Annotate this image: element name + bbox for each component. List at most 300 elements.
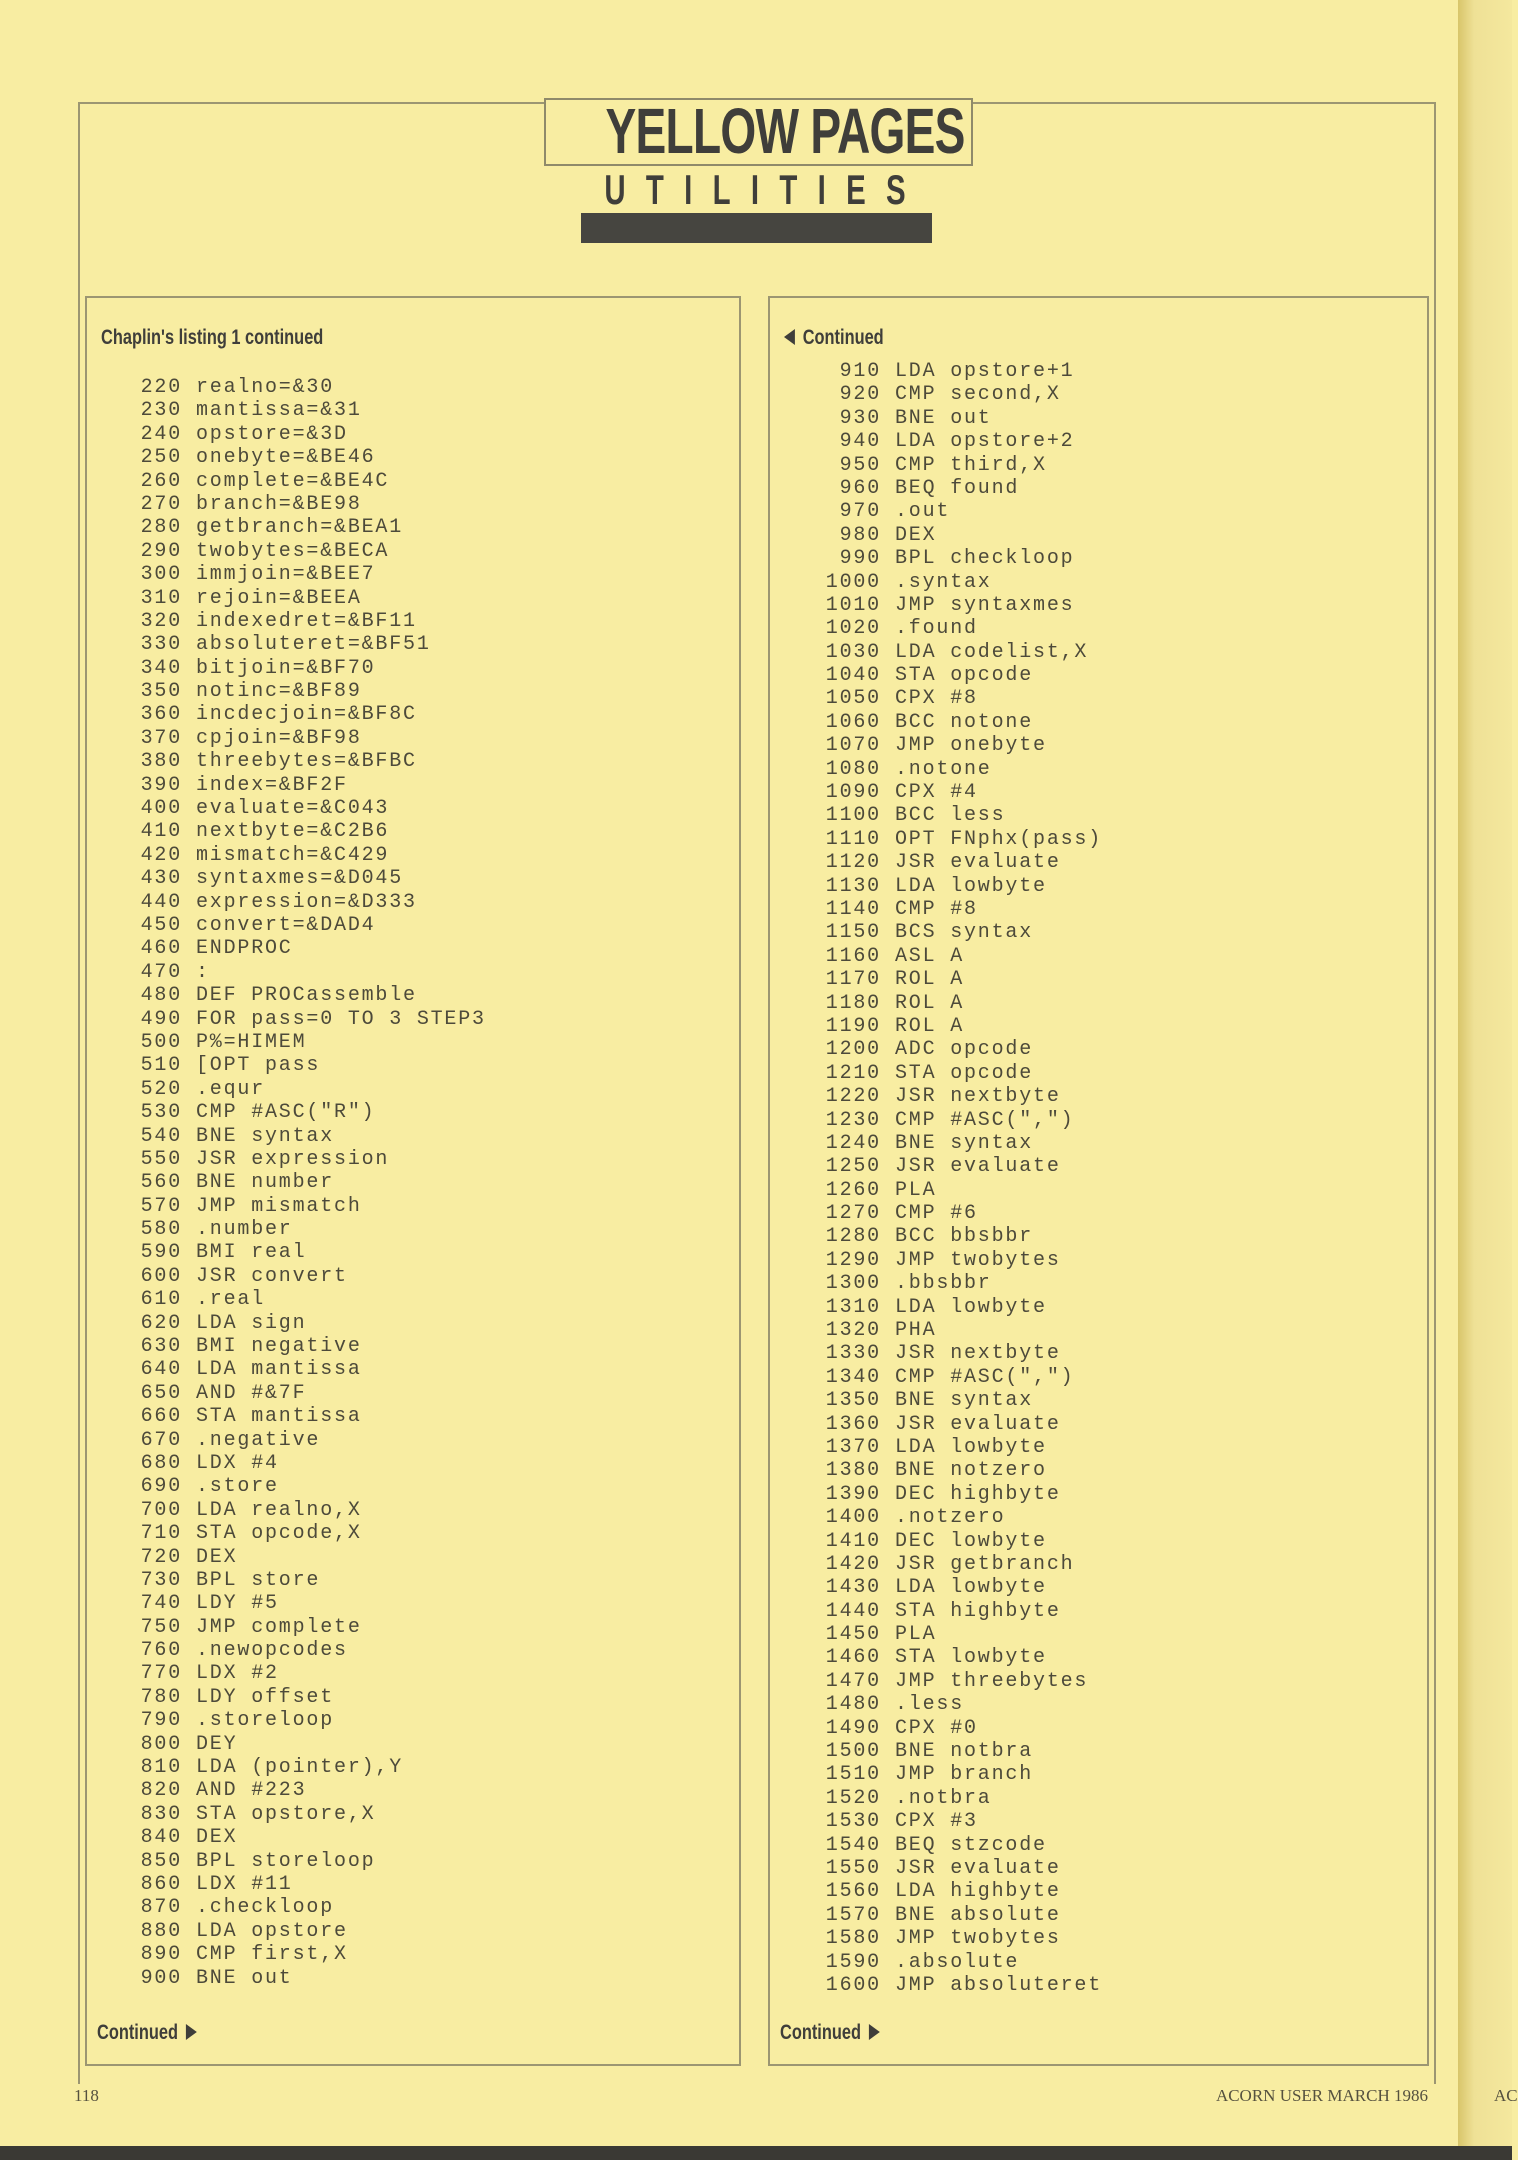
code-line	[770, 1319, 1102, 1342]
line-number: 1440	[825, 1599, 881, 1623]
code-line	[770, 921, 1102, 944]
line-number: 870	[140, 1896, 182, 1920]
line-number: 320	[140, 609, 182, 633]
line-number: 760	[140, 1639, 182, 1663]
line-code: syntaxmes=&D045	[196, 867, 404, 891]
code-line	[87, 984, 486, 1007]
line-code: LDA lowbyte	[895, 1576, 1047, 1600]
code-line	[87, 423, 486, 446]
line-number: 1120	[825, 851, 881, 875]
line-number: 1050	[825, 687, 881, 711]
line-number: 570	[140, 1194, 182, 1218]
code-line	[87, 797, 486, 820]
line-number: 1260	[825, 1178, 881, 1202]
code-line	[770, 992, 1102, 1015]
code-line	[770, 1389, 1102, 1412]
continued-text: Continued	[802, 326, 884, 349]
line-code: JMP syntaxmes	[895, 593, 1075, 617]
line-number: 1280	[825, 1225, 881, 1249]
line-number: 460	[140, 937, 182, 961]
line-code: BNE notbra	[895, 1740, 1034, 1764]
line-number: 1320	[825, 1319, 881, 1343]
line-code: onebyte=&BE46	[196, 446, 376, 470]
code-line	[770, 1857, 1102, 1880]
line-code: BNE syntax	[895, 1131, 1034, 1155]
line-code: getbranch=&BEA1	[196, 516, 404, 540]
code-line	[87, 1616, 486, 1639]
line-code: branch=&BE98	[196, 492, 362, 516]
header-bar	[581, 213, 932, 243]
line-code: STA opcode	[895, 664, 1034, 688]
line-number: 740	[140, 1592, 182, 1616]
line-number: 790	[140, 1709, 182, 1733]
line-code: LDA realno,X	[196, 1498, 362, 1522]
line-code: DEX	[196, 1545, 238, 1569]
line-number: 1240	[825, 1131, 881, 1155]
line-number: 950	[839, 453, 881, 477]
line-code: .less	[895, 1693, 965, 1717]
line-code: CPX #0	[895, 1716, 978, 1740]
code-line	[770, 898, 1102, 921]
code-line	[770, 1062, 1102, 1085]
code-line	[87, 1826, 486, 1849]
code-line	[770, 1296, 1102, 1319]
line-code: DEX	[196, 1826, 238, 1850]
section-subtitle: UTILITIES	[604, 166, 926, 213]
code-line	[87, 1265, 486, 1288]
line-code: ROL A	[895, 991, 965, 1015]
line-code: JMP threebytes	[895, 1669, 1089, 1693]
line-code: BCC notone	[895, 710, 1034, 734]
code-line	[770, 1109, 1102, 1132]
code-line	[770, 383, 1102, 406]
line-code: .equr	[196, 1077, 266, 1101]
line-number: 1020	[825, 617, 881, 641]
line-code: JSR getbranch	[895, 1552, 1075, 1576]
code-line	[770, 1506, 1102, 1529]
line-code: BCC bbsbbr	[895, 1225, 1034, 1249]
arrow-right-icon	[869, 2024, 880, 2040]
line-code: .newopcodes	[196, 1639, 348, 1663]
line-number: 1410	[825, 1529, 881, 1553]
line-number: 1550	[825, 1857, 881, 1880]
code-line	[87, 1499, 486, 1522]
section-title: YELLOW PAGES	[605, 95, 965, 167]
line-code: CMP second,X	[895, 383, 1061, 407]
line-number: 1000	[825, 570, 881, 594]
line-number: 1090	[825, 781, 881, 805]
code-line	[770, 1085, 1102, 1108]
code-line	[770, 781, 1102, 804]
line-code: opstore=&3D	[196, 422, 348, 446]
line-number: 590	[140, 1241, 182, 1265]
line-number: 440	[140, 890, 182, 914]
line-number: 500	[140, 1030, 182, 1054]
line-code: JSR convert	[196, 1264, 348, 1288]
code-line	[87, 470, 486, 493]
line-number: 1520	[825, 1786, 881, 1810]
line-code: LDA mantissa	[196, 1358, 362, 1382]
facing-page-text: AC	[1494, 2086, 1518, 2105]
line-code: DEF PROCassemble	[196, 984, 417, 1008]
line-code: .number	[196, 1218, 293, 1242]
code-line	[87, 587, 486, 610]
line-code: JSR nextbyte	[895, 1085, 1061, 1109]
line-number: 650	[140, 1381, 182, 1405]
line-number: 1600	[825, 1973, 881, 1997]
line-number: 860	[140, 1873, 182, 1896]
line-number: 420	[140, 843, 182, 867]
code-line	[770, 1179, 1102, 1202]
line-code: BEQ stzcode	[895, 1833, 1047, 1857]
line-code: JMP branch	[895, 1763, 1034, 1787]
line-number: 900	[140, 1966, 182, 1990]
code-line	[87, 1569, 486, 1592]
line-number: 1450	[825, 1623, 881, 1647]
line-number: 330	[140, 633, 182, 657]
line-code: bitjoin=&BF70	[196, 656, 376, 680]
listing-heading	[784, 326, 884, 350]
line-number: 1580	[825, 1927, 881, 1951]
line-number: 640	[140, 1358, 182, 1382]
code-listing	[87, 376, 486, 1990]
line-number: 1540	[825, 1833, 881, 1857]
line-number: 310	[140, 586, 182, 610]
code-line	[770, 1693, 1102, 1716]
code-line	[87, 1639, 486, 1662]
line-number: 920	[839, 383, 881, 407]
magazine-issue: ACORN USER MARCH 1986	[1215, 2086, 1428, 2105]
line-code: BPL storeloop	[196, 1849, 376, 1873]
code-line	[770, 1272, 1102, 1295]
line-code: LDA highbyte	[895, 1880, 1061, 1904]
line-code: nextbyte=&C2B6	[196, 820, 390, 844]
line-number: 960	[839, 476, 881, 500]
line-code: JSR evaluate	[895, 1155, 1061, 1179]
line-number: 360	[140, 703, 182, 727]
line-number: 630	[140, 1335, 182, 1359]
code-line	[87, 1686, 486, 1709]
code-line	[87, 1850, 486, 1873]
code-line	[87, 1101, 486, 1124]
code-line	[87, 1733, 486, 1756]
line-code: BNE absolute	[895, 1903, 1061, 1927]
line-code: STA lowbyte	[895, 1646, 1047, 1670]
code-line	[87, 891, 486, 914]
line-number: 710	[140, 1522, 182, 1546]
line-number: 840	[140, 1826, 182, 1850]
arrow-left-icon	[784, 329, 795, 345]
line-code: threebytes=&BFBC	[196, 750, 417, 774]
code-line	[87, 516, 486, 539]
code-line	[87, 774, 486, 797]
line-code: CMP #6	[895, 1202, 978, 1226]
code-line	[87, 680, 486, 703]
line-number: 810	[140, 1756, 182, 1780]
line-number: 1210	[825, 1061, 881, 1085]
code-line	[87, 540, 486, 563]
line-number: 510	[140, 1054, 182, 1078]
line-number: 370	[140, 726, 182, 750]
line-number: 1220	[825, 1085, 881, 1109]
code-line	[87, 1241, 486, 1264]
line-code: evaluate=&C043	[196, 797, 390, 821]
line-number: 910	[839, 360, 881, 383]
line-code: JSR evaluate	[895, 851, 1061, 875]
line-code: JMP complete	[196, 1615, 362, 1639]
line-number: 390	[140, 773, 182, 797]
line-code: .out	[895, 500, 951, 524]
line-number: 1140	[825, 897, 881, 921]
code-line	[87, 1405, 486, 1428]
code-line	[87, 633, 486, 656]
code-line	[87, 493, 486, 516]
line-code: ROL A	[895, 968, 965, 992]
line-number: 610	[140, 1288, 182, 1312]
line-code: BCS syntax	[895, 921, 1034, 945]
code-line	[87, 399, 486, 422]
line-number: 880	[140, 1919, 182, 1943]
line-code: DEX	[895, 523, 937, 547]
line-code: LDA opstore+1	[895, 360, 1075, 383]
line-code: incdecjoin=&BF8C	[196, 703, 417, 727]
line-code: expression=&D333	[196, 890, 417, 914]
code-line	[87, 1803, 486, 1826]
line-code: BNE out	[895, 406, 992, 430]
code-line	[770, 454, 1102, 477]
line-code: cpjoin=&BF98	[196, 726, 362, 750]
line-number: 550	[140, 1147, 182, 1171]
code-line	[770, 547, 1102, 570]
line-number: 770	[140, 1662, 182, 1686]
line-code: LDA lowbyte	[895, 1295, 1047, 1319]
code-line	[770, 407, 1102, 430]
line-number: 850	[140, 1849, 182, 1873]
listing-panel-left	[85, 296, 741, 2066]
code-line	[770, 1927, 1102, 1950]
code-line	[770, 1646, 1102, 1669]
page-number: 118	[74, 2086, 99, 2105]
line-number: 800	[140, 1732, 182, 1756]
code-line	[87, 844, 486, 867]
line-number: 1590	[825, 1950, 881, 1974]
line-code: CMP #ASC("R")	[196, 1101, 376, 1125]
code-line	[770, 1413, 1102, 1436]
line-number: 1160	[825, 944, 881, 968]
code-line	[87, 1896, 486, 1919]
line-code: AND #223	[196, 1779, 307, 1803]
line-number: 410	[140, 820, 182, 844]
line-code: realno=&30	[196, 376, 335, 399]
line-code: CMP first,X	[196, 1943, 348, 1967]
line-code: LDA lowbyte	[895, 874, 1047, 898]
code-line	[770, 1155, 1102, 1178]
code-line	[770, 1740, 1102, 1763]
line-number: 830	[140, 1802, 182, 1826]
code-line	[87, 1148, 486, 1171]
listing-heading: Chaplin's listing 1 continued	[101, 326, 324, 349]
code-line	[770, 1974, 1102, 1997]
facing-page-edge	[1458, 0, 1512, 2160]
line-code: notinc=&BF89	[196, 680, 362, 704]
line-code: BNE out	[196, 1966, 293, 1990]
line-number: 660	[140, 1405, 182, 1429]
line-number: 480	[140, 984, 182, 1008]
code-line	[770, 1576, 1102, 1599]
code-line	[87, 610, 486, 633]
code-line	[87, 1662, 486, 1685]
line-code: BMI negative	[196, 1335, 362, 1359]
code-line	[770, 945, 1102, 968]
code-line	[87, 657, 486, 680]
line-number: 1190	[825, 1014, 881, 1038]
line-code: :	[196, 960, 210, 984]
code-line	[87, 1546, 486, 1569]
line-number: 600	[140, 1264, 182, 1288]
code-line	[770, 851, 1102, 874]
line-number: 720	[140, 1545, 182, 1569]
line-number: 780	[140, 1685, 182, 1709]
line-number: 930	[839, 406, 881, 430]
line-number: 700	[140, 1498, 182, 1522]
line-code: CMP #ASC(",")	[895, 1365, 1075, 1389]
code-line	[770, 734, 1102, 757]
line-code: FOR pass=0 TO 3 STEP3	[196, 1007, 486, 1031]
line-number: 980	[839, 523, 881, 547]
code-line	[770, 1834, 1102, 1857]
code-line	[770, 430, 1102, 453]
line-code: STA highbyte	[895, 1599, 1061, 1623]
line-number: 1130	[825, 874, 881, 898]
line-number: 350	[140, 680, 182, 704]
line-number: 1340	[825, 1365, 881, 1389]
line-code: .storeloop	[196, 1709, 335, 1733]
line-number: 240	[140, 422, 182, 446]
line-code: STA opcode	[895, 1061, 1034, 1085]
line-code: CPX #3	[895, 1810, 978, 1834]
line-number: 1460	[825, 1646, 881, 1670]
line-code: JMP twobytes	[895, 1927, 1061, 1951]
code-line	[770, 617, 1102, 640]
line-number: 450	[140, 913, 182, 937]
code-line	[87, 1335, 486, 1358]
line-number: 1500	[825, 1740, 881, 1764]
line-number: 1480	[825, 1693, 881, 1717]
line-code: AND #&7F	[196, 1381, 307, 1405]
line-code: JSR evaluate	[895, 1857, 1061, 1880]
line-code: P%=HIMEM	[196, 1030, 307, 1054]
code-line	[770, 1787, 1102, 1810]
line-code: BPL store	[196, 1568, 321, 1592]
line-number: 220	[140, 376, 182, 399]
line-number: 1510	[825, 1763, 881, 1787]
code-line	[87, 1920, 486, 1943]
line-number: 1570	[825, 1903, 881, 1927]
code-line	[87, 1054, 486, 1077]
line-number: 1060	[825, 710, 881, 734]
continued-text: Continued	[97, 2021, 178, 2044]
code-line	[770, 571, 1102, 594]
code-line	[770, 711, 1102, 734]
line-number: 1490	[825, 1716, 881, 1740]
code-line	[770, 1623, 1102, 1646]
line-number: 1330	[825, 1342, 881, 1366]
line-code: CPX #8	[895, 687, 978, 711]
line-number: 890	[140, 1943, 182, 1967]
code-line	[87, 446, 486, 469]
line-code: ROL A	[895, 1014, 965, 1038]
line-code: LDX #2	[196, 1662, 279, 1686]
line-number: 380	[140, 750, 182, 774]
code-line	[770, 641, 1102, 664]
line-code: .checkloop	[196, 1896, 335, 1920]
code-line	[770, 1670, 1102, 1693]
line-number: 1200	[825, 1038, 881, 1062]
line-number: 940	[839, 430, 881, 454]
code-line	[87, 1218, 486, 1241]
line-number: 1350	[825, 1389, 881, 1413]
code-line	[770, 524, 1102, 547]
line-code: PLA	[895, 1178, 937, 1202]
code-line	[87, 914, 486, 937]
line-code: LDA (pointer),Y	[196, 1756, 404, 1780]
line-code: .notzero	[895, 1506, 1006, 1530]
line-code: LDA lowbyte	[895, 1435, 1047, 1459]
code-line	[87, 1873, 486, 1896]
section-title-box	[544, 95, 973, 167]
code-line	[770, 1366, 1102, 1389]
code-line	[87, 1031, 486, 1054]
line-code: STA opstore,X	[196, 1802, 376, 1826]
code-line	[87, 820, 486, 843]
line-code: LDA codelist,X	[895, 640, 1089, 664]
line-number: 1430	[825, 1576, 881, 1600]
line-code: LDY offset	[196, 1685, 335, 1709]
line-code: BNE syntax	[895, 1389, 1034, 1413]
line-number: 1380	[825, 1459, 881, 1483]
code-line	[87, 1522, 486, 1545]
code-line	[770, 1132, 1102, 1155]
line-number: 1420	[825, 1552, 881, 1576]
continued-label	[97, 2020, 197, 2046]
line-code: CPX #4	[895, 781, 978, 805]
code-line	[87, 1125, 486, 1148]
line-number: 1390	[825, 1482, 881, 1506]
line-number: 1170	[825, 968, 881, 992]
line-code: indexedret=&BF11	[196, 609, 417, 633]
line-number: 670	[140, 1428, 182, 1452]
line-code: JMP absoluteret	[895, 1973, 1103, 1997]
line-number: 270	[140, 492, 182, 516]
code-line	[770, 664, 1102, 687]
line-number: 1370	[825, 1435, 881, 1459]
code-line	[770, 360, 1102, 383]
line-number: 990	[839, 547, 881, 571]
line-number: 1270	[825, 1202, 881, 1226]
code-line	[770, 1530, 1102, 1553]
line-number: 1010	[825, 593, 881, 617]
line-number: 620	[140, 1311, 182, 1335]
line-code: ASL A	[895, 944, 965, 968]
code-line	[770, 1015, 1102, 1038]
code-line	[87, 750, 486, 773]
line-code: .syntax	[895, 570, 992, 594]
line-code: .found	[895, 617, 978, 641]
code-line	[770, 1810, 1102, 1833]
line-code: LDA opstore+2	[895, 430, 1075, 454]
line-code: BNE syntax	[196, 1124, 335, 1148]
line-code: .notone	[895, 757, 992, 781]
